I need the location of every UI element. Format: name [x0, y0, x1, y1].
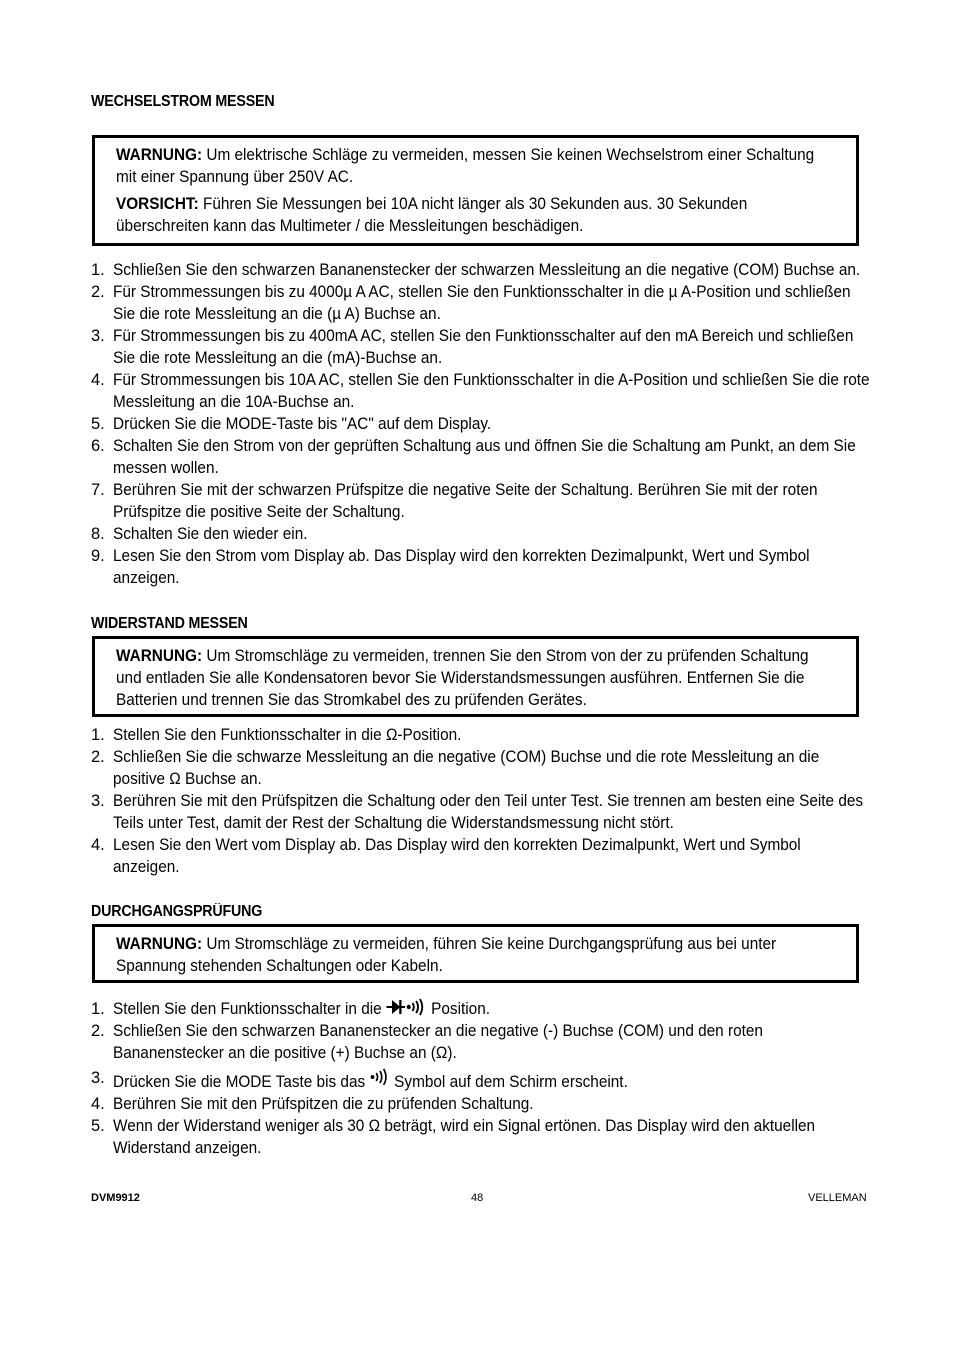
warning-paragraph: WARNUNG: Um Stromschläge zu vermeiden, führen Sie keine Durchgangsprüfung aus bei unter Spannung stehenden Schaltungen oder Kabeln. — [116, 935, 777, 975]
list-item: 4. Berühren Sie mit den Prüfspitzen die zu prüfenden Schaltung. — [91, 1095, 534, 1113]
list-item: 3. Für Strommessungen bis zu 400mA AC, stellen Sie den Funktionsschalter auf den mA Bereich und schließen Sie die rote Messleitung an die (mA)-Buchse an. — [91, 327, 854, 367]
list-item: 1. Stellen Sie den Funktionsschalter in die Position. — [91, 1000, 491, 1018]
warning-box-resistance — [92, 636, 859, 717]
continuity-icon — [369, 1067, 389, 1085]
list-item: 4. Lesen Sie den Wert vom Display ab. Das Display wird den korrekten Dezimalpunkt, Wert und Symbol anzeigen. — [91, 836, 801, 876]
steps-continuity — [91, 998, 871, 1159]
footer-page-number: 48 — [471, 1192, 484, 1204]
list-item: 1. Stellen Sie den Funktionsschalter in die Ω-Position. — [91, 726, 462, 744]
list-item: 2. Schließen Sie den schwarzen Bananenstecker an die negative (-) Buchse (COM) und den roten Bananenstecker an die positive (+) Buchse an (Ω). — [91, 1022, 763, 1062]
steps-ac-current — [91, 259, 871, 589]
list-item: 8. Schalten Sie den wieder ein. — [91, 525, 308, 543]
warning-paragraph: WARNUNG: Um Stromschläge zu vermeiden, trennen Sie den Strom von der zu prüfenden Schaltung und entladen Sie alle Kondensatoren bevor Sie Widerstandsmessungen ausführen. Entfernen Sie die Batterien und trennen Sie das Stromkabel des zu prüfenden Gerätes. — [116, 647, 809, 709]
section-heading-ac-current: WECHSELSTROM MESSEN — [91, 93, 275, 110]
list-item: 9. Lesen Sie den Strom vom Display ab. Das Display wird den korrekten Dezimalpunkt, Wert und Symbol anzeigen. — [91, 547, 810, 587]
section-heading-continuity: DURCHGANGSPRÜFUNG — [91, 903, 263, 920]
list-item: 7. Berühren Sie mit der schwarzen Prüfspitze die negative Seite der Schaltung. Berühren Sie mit der roten Prüfspitze die positive Seite der Schaltung. — [91, 481, 818, 521]
list-item: 6. Schalten Sie den Strom von der geprüften Schaltung aus und öffnen Sie die Schaltung am Punkt, an dem Sie messen wollen. — [91, 437, 856, 477]
list-item: 5. Drücken Sie die MODE-Taste bis "AC" auf dem Display. — [91, 415, 492, 433]
warning-paragraph: WARNUNG: Um elektrische Schläge zu vermeiden, messen Sie keinen Wechselstrom einer Schaltung mit einer Spannung über 250V AC. — [116, 146, 815, 186]
list-item: 3. Drücken Sie die MODE Taste bis das Symbol auf dem Schirm erscheint. — [91, 1069, 628, 1091]
footer-brand: VELLEMAN — [808, 1192, 867, 1204]
steps-resistance — [91, 724, 871, 878]
section-heading-resistance: WIDERSTAND MESSEN — [91, 615, 248, 632]
caution-paragraph: VORSICHT: Führen Sie Messungen bei 10A nicht länger als 30 Sekunden aus. 30 Sekunden überschreiten kann das Multimeter / die Messleitungen beschädigen. — [116, 195, 748, 235]
footer-model: DVM9912 — [91, 1192, 140, 1204]
list-item: 2. Schließen Sie die schwarze Messleitung an die negative (COM) Buchse und die rote Messleitung an die positive Ω Buchse an. — [91, 748, 820, 788]
list-item: 4. Für Strommessungen bis 10A AC, stellen Sie den Funktionsschalter in die A-Position und schließen Sie die rote Messleitung an die 10A-Buchse an. — [91, 371, 870, 411]
list-item: 3. Berühren Sie mit den Prüfspitzen die Schaltung oder den Teil unter Test. Sie trennen am besten eine Seite des Teils unter Test, damit der Rest der Schaltung die Widerstandsmessung nicht stört. — [91, 792, 864, 832]
diode-continuity-icon — [386, 998, 427, 1016]
warning-box-continuity — [92, 924, 859, 983]
list-item: 1. Schließen Sie den schwarzen Bananenstecker der schwarzen Messleitung an die negative (COM) Buchse an. — [91, 261, 861, 279]
list-item: 5. Wenn der Widerstand weniger als 30 Ω beträgt, wird ein Signal ertönen. Das Display wird den aktuellen Widerstand anzeigen. — [91, 1117, 816, 1157]
list-item: 2. Für Strommessungen bis zu 4000µ A AC, stellen Sie den Funktionsschalter in die µ A-Position und schließen Sie die rote Messleitung an die (µ A) Buchse an. — [91, 283, 851, 323]
warning-box-ac-current — [92, 135, 859, 246]
